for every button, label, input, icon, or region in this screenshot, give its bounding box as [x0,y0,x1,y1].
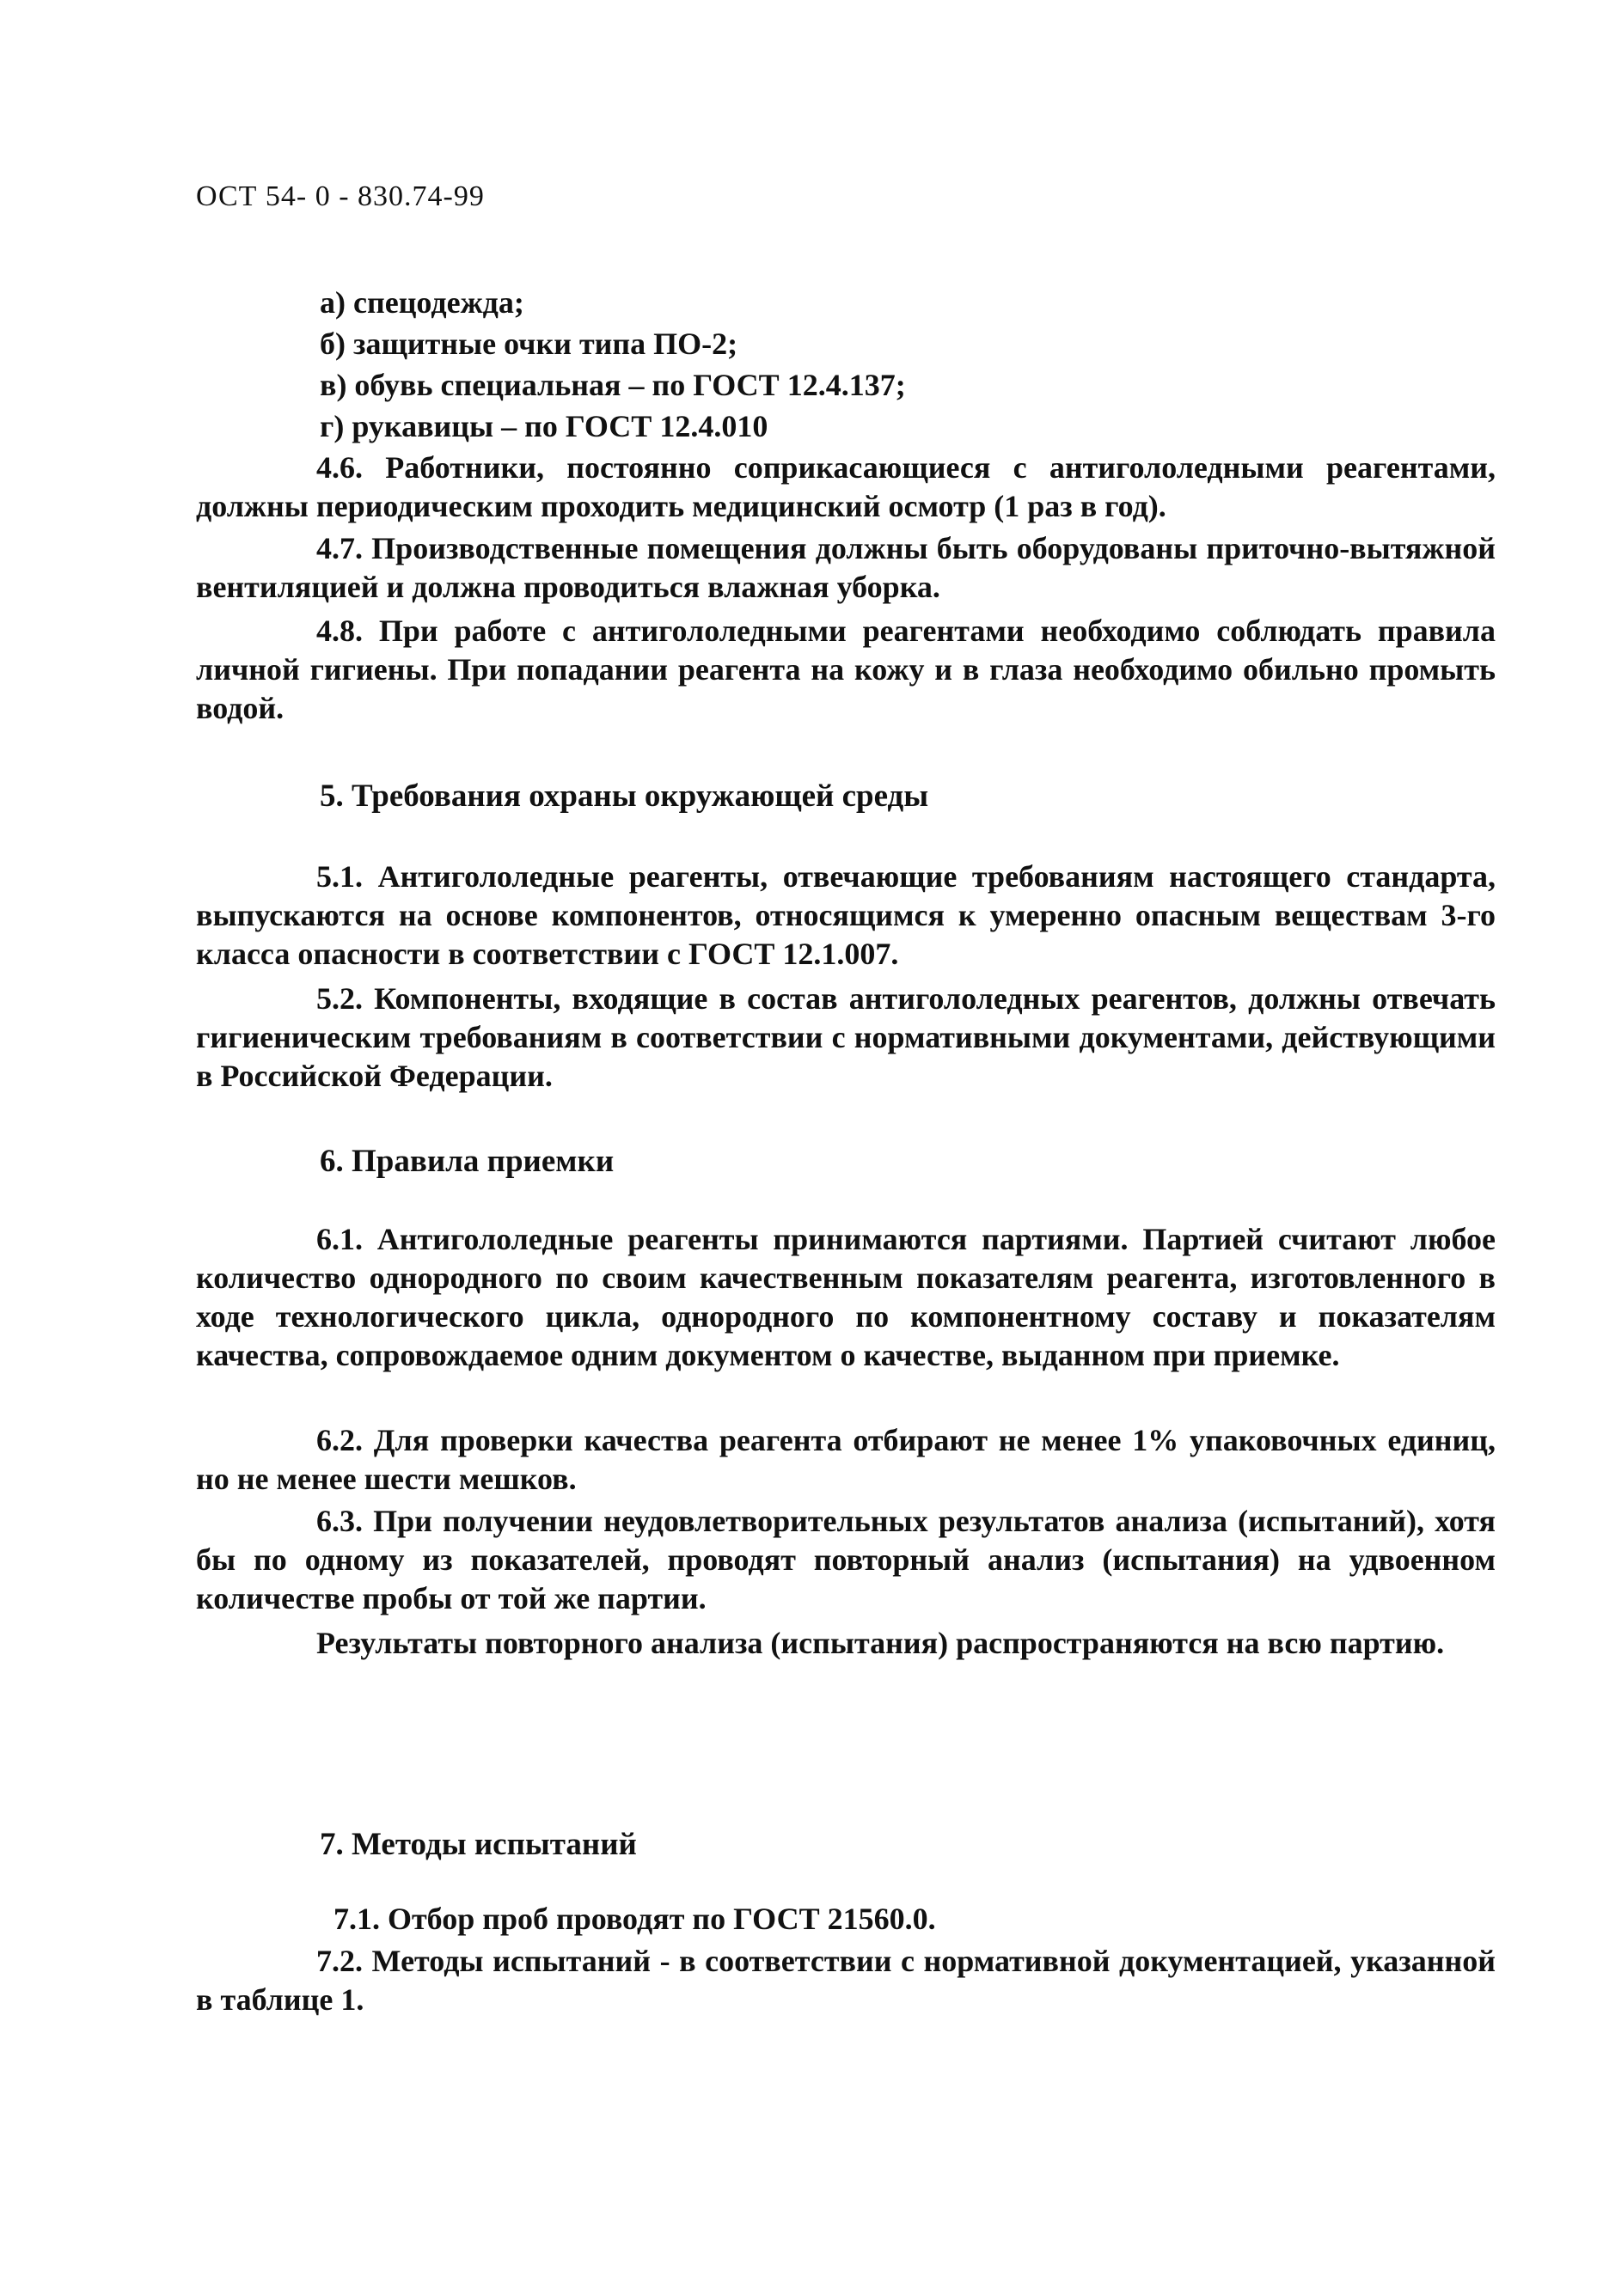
section-5-heading: 5. Требования охраны окружающей среды [320,779,929,814]
paragraph-6-2: 6.2. Для проверки качества реагента отбирают не менее 1% упаковочных единиц, но не менее шести мешков. [196,1423,1496,1496]
paragraph-4-7: 4.7. Производственные помещения должны быть оборудованы приточно-вытяжной вентиляцией и должна проводиться влажная уборка. [196,531,1496,604]
section-6-heading: 6. Правила приемки [320,1144,615,1179]
paragraph-6-3: 6.3. При получении неудовлетворительных результатов анализа (испытаний), хотя бы по одному из показателей, проводят повторный анализ (испытания) на удвоенном количестве пробы от той же партии. [196,1504,1496,1615]
section-7-heading: 7. Методы испытаний [320,1827,637,1862]
paragraph-7-2: 7.2. Методы испытаний - в соответствии с нормативной документацией, указанной в таблице 1. [196,1944,1496,2017]
paragraph-5-1: 5.1. Антигололедные реагенты, отвечающие требованиям настоящего стандарта, выпускаются на основе компонентов, относящимся к умеренно опасным веществам 3-го класса опасности в соответствии с ГОСТ 12.1.007. [196,859,1496,971]
paragraph-6-1: 6.1. Антигололедные реагенты принимаются партиями. Партией считают любое количество однородного по своим качественным показателям реагента, изготовленного в ходе технологического цикла, однородного по компонентному составу и показателям качества, сопровождаемое одним документом о качестве, выданном при приемке. [196,1222,1496,1372]
paragraph-5-2: 5.2. Компоненты, входящие в состав антигололедных реагентов, должны отвечать гигиеническим требованиям в соответствии с нормативными документами, действующими в Российской Федерации. [196,981,1496,1093]
protection-list-item-a: а) спецодежда; [320,285,524,320]
paragraph-4-8: 4.8. При работе с антигололедными реагентами необходимо соблюдать правила личной гигиены. При попадании реагента на кожу и в глаза необходимо обильно промыть водой. [196,614,1496,725]
document-code: ОСТ 54- 0 - 830.74-99 [196,180,485,212]
paragraph-7-1: 7.1. Отбор проб проводят по ГОСТ 21560.0. [333,1902,936,1936]
protection-list-item-d: г) рукавицы – по ГОСТ 12.4.010 [320,409,768,443]
protection-list-item-b: б) защитные очки типа ПО-2; [320,327,738,361]
paragraph-4-6: 4.6. Работники, постоянно соприкасающиеся с антигололедными реагентами, должны периодическим проходить медицинский осмотр (1 раз в год). [196,450,1496,523]
paragraph-6-3-result: Результаты повторного анализа (испытания) распространяются на всю партию. [316,1626,1445,1660]
protection-list-item-c: в) обувь специальная – по ГОСТ 12.4.137; [320,368,906,402]
